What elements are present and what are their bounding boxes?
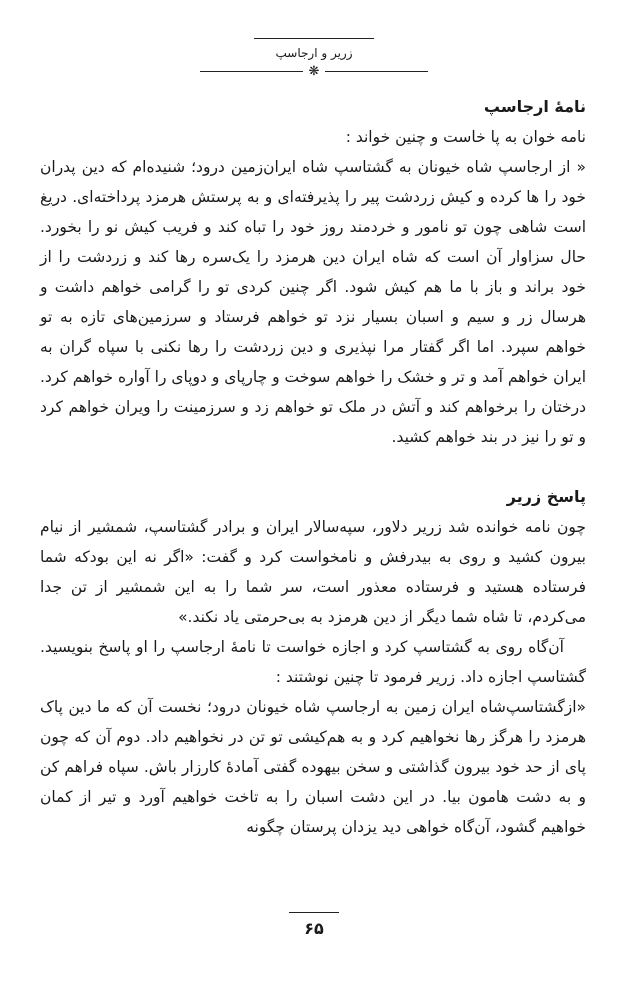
paragraph: آن‌گاه روی به گشتاسپ کرد و اجازه خواست تا نامهٔ ارجاسپ را او پاسخ بنویسید. گشتاسپ اجازه داد. زریر فرمود تا چنین نوشتند : bbox=[40, 638, 586, 686]
header-ornament-line-right bbox=[200, 71, 303, 72]
ornament-star-icon: ❋ bbox=[308, 64, 320, 79]
section-spacer bbox=[40, 452, 586, 482]
page-body bbox=[40, 92, 586, 842]
paragraph: « از ارجاسپ شاه خیونان به گشتاسپ شاه ایران‌زمین درود؛ شنیده‌ام که دین پدران خود را ها کرده و کیش زردشت پیر را پذیرفته‌ای و به پرستش هرمزد پرداخته‌ای. دریغ است شاهی چون تو نامور و خردمند روز خود را تباه کند و فریب کیش نو را بخورد. حال سزاوار آن است که شاه ایران دین هرمزد را یک‌سره رها کند و زردشت را از خود براند و باز با ما هم کیش شود. اگر چنین کردی تو را گرامی خواهم داشت و هرسال زر و سیم و اسبان بسیار نزد تو خواهم فرستاد و سرزمین‌های تازه به تو خواهم سپرد. اما اگر گفتار مرا نپذیری و دین زردشت را رها نکنی با سپاه گران به ایران خواهم آمد و تر و خشک را خواهم سوخت و چارپای و دوپای را آواره خواهم کرد. درختان را برخواهم کند و آتش در ملک تو خواهم زد و سرزمینت را ویران خواهم کرد و تو را نیز در بند خواهم کشید. bbox=[40, 158, 586, 446]
footer-rule bbox=[289, 912, 339, 913]
page-number: ۶۵ bbox=[304, 919, 324, 938]
running-header bbox=[200, 38, 428, 78]
header-ornament-line-left bbox=[325, 71, 428, 72]
header-ornament bbox=[200, 65, 428, 78]
paragraph: «ازگشتاسپ‌شاه ایران زمین به ارجاسپ شاه خیونان درود؛ نخست آن که ما دین پاک هرمزد را هرگز رها نخواهیم کرد و به هم‌کیشی تو تن در نخواهیم داد. دوم آن که چون پای از حد خود بیرون گذاشتی و سخن بیهوده گفتی آمادهٔ کارزار باش. سپاه فراهم کن و به دشت هامون بیا. در این دشت اسبان را به تاخت خواهیم آورد و تیر از کمان خواهیم گشود، آن‌گاه خواهی دید یزدان پرستان چگونه bbox=[40, 698, 586, 836]
header-top-rule bbox=[254, 38, 374, 39]
section-title-zarir-reply: پاسخ زریر bbox=[506, 487, 586, 506]
section-title-arjasp-letter: نامهٔ ارجاسپ bbox=[483, 97, 586, 116]
page-footer bbox=[284, 912, 344, 939]
paragraph: نامه خوان به پا خاست و چنین خواند : bbox=[345, 128, 586, 146]
running-title: زریر و ارجاسپ bbox=[275, 46, 353, 60]
paragraph: چون نامه خوانده شد زریر دلاور، سپه‌سالار ایران و برادر گشتاسپ، شمشیر از نیام بیرون کشید و روی به بیدرفش و نامخواست کرد و گفت: «اگر نه این بودکه شما فرستاده هستید و فرستاده معذور است، سر شما را به این شمشیر از تن جدا می‌کردم، تا شاه شما دیگر از دین هرمزد به بی‌حرمتی یاد نکند.» bbox=[40, 518, 586, 626]
